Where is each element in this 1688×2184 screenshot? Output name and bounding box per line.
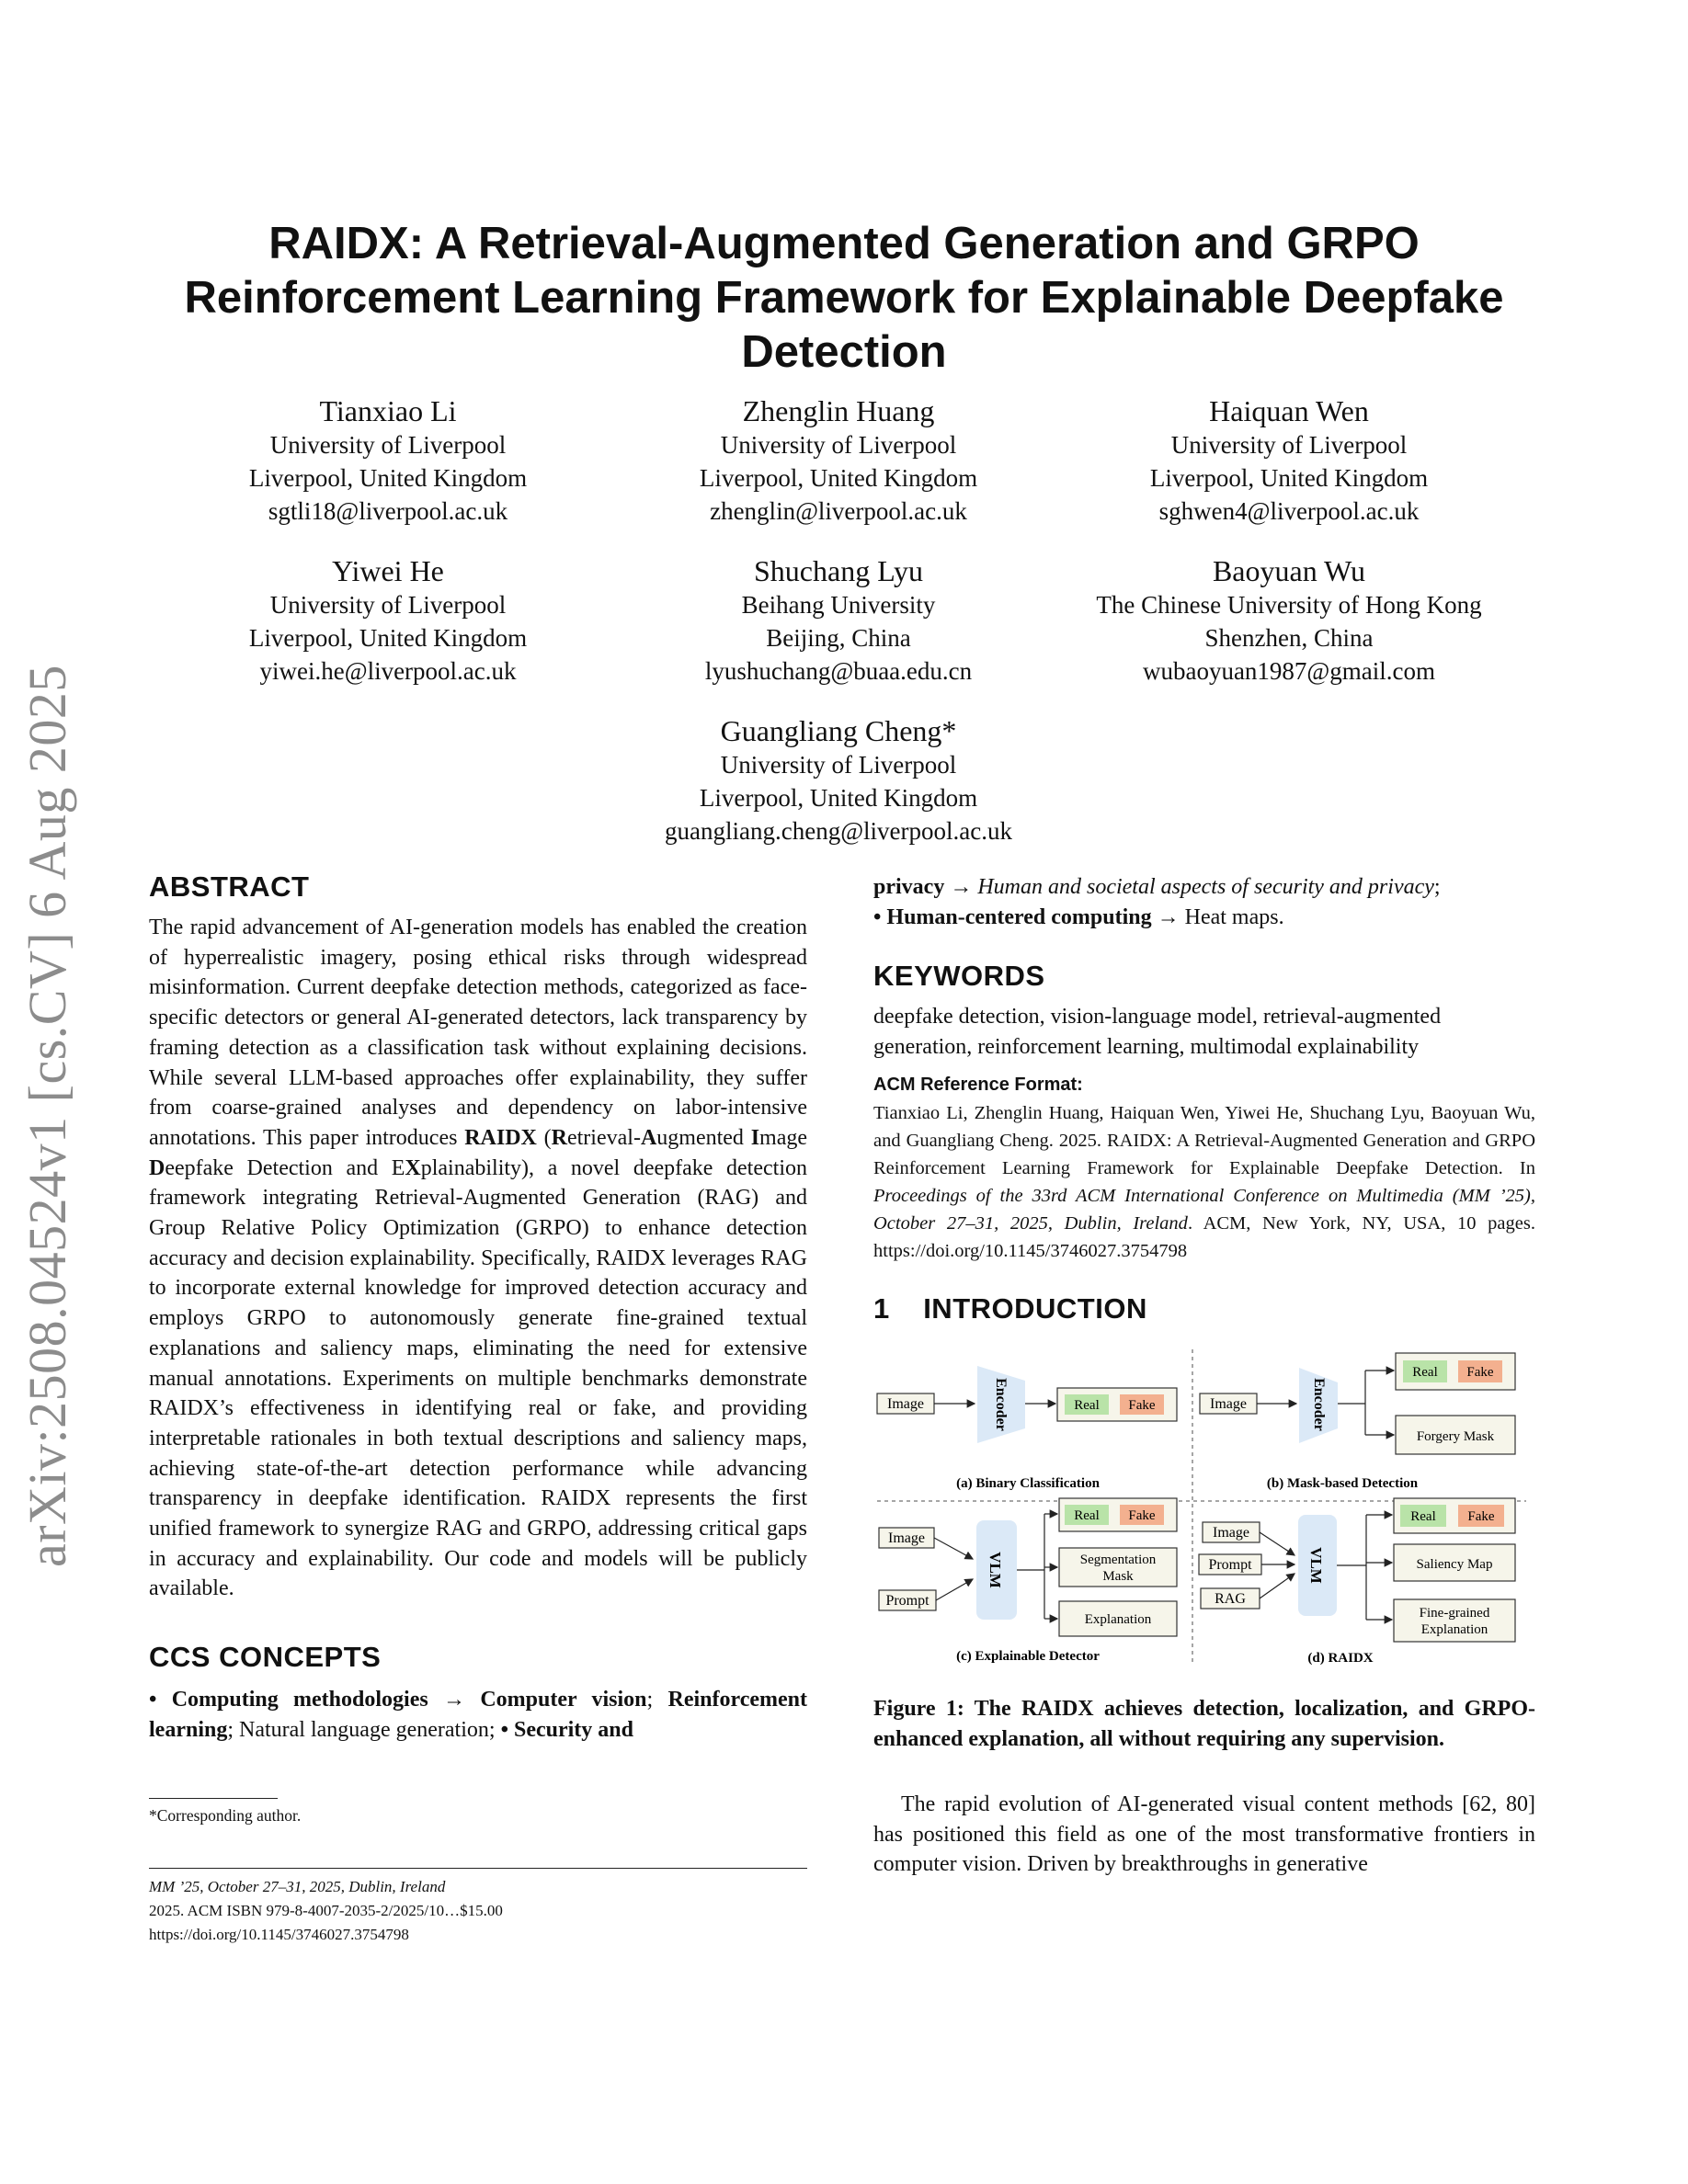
image-label: Image [888, 1530, 925, 1547]
author-email: guangliang.cheng@liverpool.ac.uk [665, 817, 1012, 845]
ccs-heading: CCS CONCEPTS [149, 1641, 382, 1674]
author-name: Haiquan Wen [1209, 394, 1369, 427]
ccs-bold: • Computing methodologies [149, 1688, 428, 1712]
author-block [1032, 553, 1546, 688]
abstract-part: plainability), a novel deepfake detection framework integrating Retrieval-Augmented Generation (RAG) and Group Relative Policy Optimization (GRPO) to enhance detection accuracy and decision explainability. Specifically, RAIDX leverages RAG to incorporate external knowledge for improved detection accuracy and employs GRPO to autonomously generate fine-grained textual explanations and saliency maps, eliminating the need for extensive manual annotations. Experiments on multiple benchmarks demonstrate RAIDX’s effectiveness in identifying real or fake, and providing interpretable rationales in both textual descriptions and saliency maps, achieving state-of-the-art detection performance while advancing transparency in deepfake identification. RAIDX represents the first unified framework to synergize RAG and GRPO, addressing critical gaps in accuracy and explainability. Our code and models will be publicly available. [149, 1155, 807, 1601]
ccs-part: ; Natural language generation; [227, 1717, 501, 1742]
rag-label: RAG [1215, 1591, 1246, 1608]
real-label: Real [1074, 1398, 1100, 1414]
abstract-initial: I [750, 1125, 760, 1150]
keywords-heading: KEYWORDS [873, 960, 1045, 992]
ccs-bold: privacy [873, 875, 945, 899]
keywords-text: deepfake detection, vision-language model, retrieval-augmented generation, reinforcement learning, multimodal explainability [873, 1005, 1442, 1059]
author-block [581, 393, 1096, 528]
caption-a: (a) Binary Classification [956, 1476, 1100, 1492]
author-block [581, 553, 1096, 688]
author-location: Liverpool, United Kingdom [699, 464, 978, 492]
left-column [149, 869, 807, 1745]
author-email: yiwei.he@liverpool.ac.uk [259, 657, 517, 685]
ccs-continued [873, 872, 1535, 932]
author-email: lyushuchang@buaa.edu.cn [704, 657, 973, 685]
abstract-initial: A [640, 1125, 657, 1150]
author-affiliation: University of Liverpool [269, 591, 507, 619]
ccs-part: ; [1433, 875, 1441, 899]
segmentation-mask-label: Segmentation [1079, 1553, 1157, 1568]
fine-grained-label: Fine-grained [1419, 1606, 1490, 1621]
author-affiliation: University of Liverpool [720, 751, 957, 779]
author-block [131, 393, 645, 528]
intro-heading: 1 INTRODUCTION [873, 1292, 1147, 1325]
ccs-bold: • Security and [500, 1717, 633, 1742]
encoder-label: Encoder [993, 1378, 1009, 1432]
ccs-italic: Human and societal aspects of security and privacy [977, 875, 1434, 899]
ccs-arrow: → [944, 875, 978, 899]
author-block [581, 713, 1096, 847]
author-email: sghwen4@liverpool.ac.uk [1158, 497, 1420, 525]
fake-label: Fake [1128, 1398, 1156, 1414]
abstract-initial: R [551, 1125, 567, 1150]
ccs-part: ; [646, 1688, 668, 1712]
author-location: Liverpool, United Kingdom [1149, 464, 1429, 492]
author-name: Yiwei He [332, 554, 444, 587]
abstract-raidx: RAIDX [464, 1125, 537, 1150]
explanation-label: Explanation [1084, 1612, 1152, 1628]
pubinfo-venue: MM ’25, October 27–31, 2025, Dublin, Ireland [149, 1878, 446, 1895]
figure-caption: Figure 1: The RAIDX achieves detection, localization, and GRPO-enhanced explanation, all without requiring any supervision. [873, 1697, 1535, 1752]
abstract-part: eepfake Detection and E [165, 1155, 405, 1180]
caption-c: (c) Explainable Detector [956, 1649, 1100, 1665]
arrow [1260, 1532, 1295, 1555]
ccs-arrow: → [1151, 904, 1185, 929]
caption-d: (d) RAIDX [1307, 1651, 1374, 1666]
arrow [1260, 1574, 1295, 1598]
figure-diagram [873, 1348, 1535, 1669]
ccs-bold: Computer vision [480, 1688, 647, 1712]
author-email: sgtli18@liverpool.ac.uk [268, 497, 508, 525]
author-name: Shuchang Lyu [754, 554, 923, 587]
caption-b: (b) Mask-based Detection [1266, 1476, 1419, 1492]
author-email: wubaoyuan1987@gmail.com [1142, 657, 1436, 685]
author-name: Guangliang Cheng* [720, 714, 957, 747]
abstract-part: The rapid advancement of AI-generation models has enabled the creation of hyperrealistic imagery, posing ethical risks through widespread misinformation. Current deepfake detection methods, categorized as face-specific detectors or general AI-generated detectors, lack transparency by framing detection as a classification task without explaining decisions. While several LLM-based approaches offer explainability, they suffer from coarse-grained analyses and dependency on labor-intensive annotations. This paper introduces [149, 916, 807, 1150]
figure-1 [873, 1348, 1535, 1674]
pubinfo-rule [149, 1868, 807, 1869]
abstract-heading: ABSTRACT [149, 870, 310, 903]
author-affiliation: University of Liverpool [720, 431, 957, 459]
real-label: Real [1412, 1365, 1438, 1381]
image-label: Image [1213, 1525, 1249, 1541]
arrow [936, 1579, 973, 1600]
author-block [1032, 393, 1546, 528]
image-label: Image [1210, 1396, 1247, 1413]
fine-grained-label: Explanation [1420, 1622, 1488, 1638]
author-affiliation: University of Liverpool [1170, 431, 1408, 459]
acm-ref-text [873, 1099, 1535, 1265]
intro-paragraph: The rapid evolution of AI-generated visual content methods [62, 80] has positioned this field as one of the most transformative frontiers in computer vision. Driven by breakthroughs in generative [873, 1792, 1535, 1877]
image-label: Image [887, 1396, 924, 1413]
fake-label: Fake [1128, 1508, 1156, 1524]
author-name: Tianxiao Li [319, 394, 457, 427]
author-affiliation: Beihang University [741, 591, 936, 619]
real-label: Real [1410, 1509, 1436, 1525]
abstract-part: etrieval- [566, 1125, 641, 1150]
author-location: Liverpool, United Kingdom [699, 784, 978, 812]
ccs-arrow: → [428, 1688, 481, 1712]
prompt-label: Prompt [885, 1593, 930, 1610]
saliency-map-label: Saliency Map [1416, 1557, 1493, 1573]
author-name: Zhenglin Huang [742, 394, 935, 427]
ccs-bold: • Human-centered computing [873, 904, 1152, 929]
footnote: *Corresponding author. [149, 1806, 302, 1825]
acm-ref-part: . ACM, New York, NY, USA, 10 pages. https://doi.org/10.1145/3746027.3754798 [873, 1213, 1535, 1262]
paper-title: RAIDX: A Retrieval-Augmented Generation and GRPO Reinforcement Learning Framework for Explainable Deepfake Detection [184, 219, 1504, 377]
right-column [873, 869, 1535, 1880]
forgery-mask-label: Forgery Mask [1416, 1429, 1495, 1445]
abstract-part: mage [759, 1125, 808, 1150]
acm-ref-part: Tianxiao Li, Zhenglin Huang, Haiquan Wen, Yiwei He, Shuchang Lyu, Baoyuan Wu, and Guangliang Cheng. 2025. RAIDX: A Retrieval-Augmented Generation and GRPO Reinforcement Learning Framework for Explainable Deepfake Detection. In [873, 1103, 1535, 1179]
abstract-initial: X [405, 1155, 421, 1180]
publication-info [149, 1875, 503, 1947]
footnote-rule [149, 1798, 278, 1799]
ccs-bold: Reinforcement learning [149, 1688, 808, 1742]
author-location: Liverpool, United Kingdom [248, 624, 528, 652]
acm-ref-italic: Proceedings of the 33rd ACM International Conference on Multimedia (MM ’25), October 27–31, 2025, Dublin, Ireland [873, 1186, 1535, 1234]
author-email: zhenglin@liverpool.ac.uk [710, 497, 967, 525]
ccs-part: Heat maps. [1184, 904, 1284, 929]
ccs-text [149, 1685, 807, 1745]
fake-label: Fake [1466, 1365, 1494, 1381]
author-affiliation: University of Liverpool [269, 431, 507, 459]
arxiv-identifier: arXiv:2508.04524v1 [cs.CV] 6 Aug 2025 [17, 665, 77, 1567]
arrow [934, 1538, 973, 1559]
author-location: Beijing, China [766, 624, 911, 652]
author-location: Shenzhen, China [1204, 624, 1374, 652]
abstract-part: ugmented [656, 1125, 751, 1150]
pubinfo-isbn: 2025. ACM ISBN 979-8-4007-2035-2/2025/10…$15.00 [149, 1902, 503, 1919]
acm-ref-label: ACM Reference Format: [873, 1075, 1083, 1096]
pubinfo-doi: https://doi.org/10.1145/3746027.3754798 [149, 1926, 409, 1943]
vlm-label: VLM [987, 1552, 1004, 1589]
encoder-label: Encoder [1311, 1378, 1327, 1432]
vlm-label: VLM [1307, 1547, 1325, 1585]
segmentation-mask-label: Mask [1102, 1569, 1134, 1585]
author-block [131, 553, 645, 688]
abstract-initial: D [149, 1155, 165, 1180]
prompt-label: Prompt [1208, 1557, 1252, 1574]
abstract-part: ( [536, 1125, 552, 1150]
author-affiliation: The Chinese University of Hong Kong [1096, 591, 1482, 619]
author-name: Baoyuan Wu [1212, 554, 1366, 587]
fake-label: Fake [1467, 1509, 1495, 1525]
real-label: Real [1074, 1508, 1100, 1524]
abstract-text [149, 913, 807, 1604]
author-location: Liverpool, United Kingdom [248, 464, 528, 492]
